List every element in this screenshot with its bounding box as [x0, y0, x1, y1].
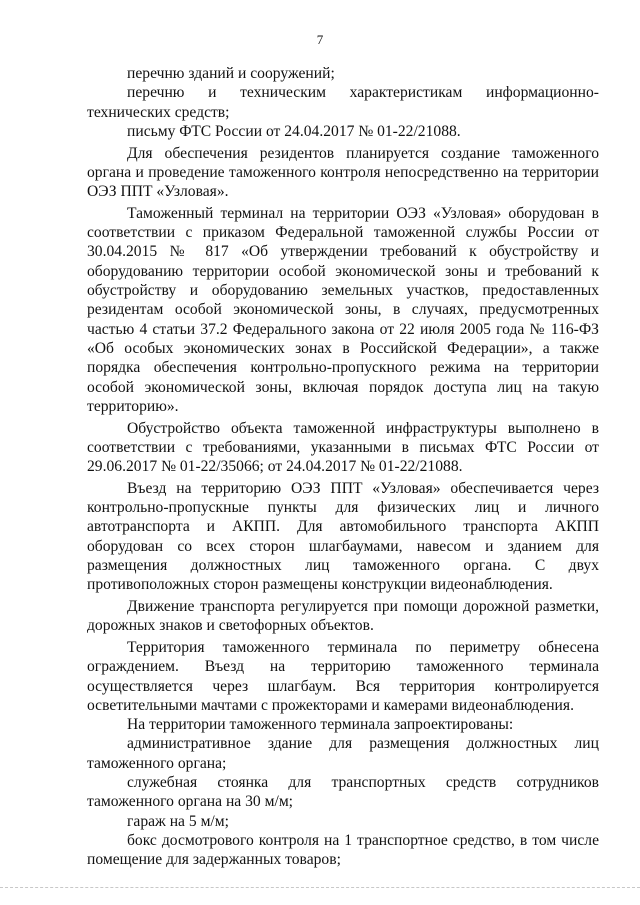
paragraph-perimeter: Территория таможенного терминала по периметру обнесена ограждением. Въезд на территорию таможенного терминала осуществляется через шлагбаум. Вся территория контролируется осветительными мачтами с прожекторами и камерами видеонаблюдения. — [87, 638, 599, 714]
paragraph-infrastructure: Обустройство объекта таможенной инфраструктуры выполнено в соответствии с требованиями, указанными в письмах ФТС России от 29.06.2017 № 01-22/35066; от 24.04.2017 № 01-22/21088. — [87, 419, 599, 476]
list-item-parking: служебная стоянка для транспортных средств сотрудников таможенного органа на 30 м/м; — [87, 774, 599, 811]
list-item-garage: гараж на 5 м/м; — [127, 812, 229, 830]
list-item-fts-letter: письму ФТС России от 24.04.2017 № 01-22/21088. — [127, 122, 461, 140]
paragraph-traffic: Движение транспорта регулируется при помощи дорожной разметки, дорожных знаков и светофорных объектов. — [87, 597, 599, 635]
paragraph-designed-intro: На территории таможенного терминала запроектированы: — [127, 716, 514, 734]
paragraph-terminal-equipment: Таможенный терминал на территории ОЭЗ «Узловая» оборудован в соответствии с приказом Федеральной таможенной службы России от 30.04.2015 № 817 «Об утверждении требований к обустройству и оборудованию территории особой экономической зоны и требований к обустройству и оборудованию земельных участков, предоставленных резидентам особой экономической зоны, в случаях, предусмотренных частью 4 статьи 37.2 Федерального закона от 22 июля 2005 года № 116-ФЗ «Об особых экономических зонах в Российской Федерации», а также порядка обеспечения контрольно-пропускного режима на территории особой экономической зоны, включая порядок доступа лиц на такую территорию». — [87, 204, 599, 415]
list-item-inspection-box: бокс досмотрового контроля на 1 транспортное средство, в том числе помещение для задержанных товаров; — [87, 831, 599, 869]
list-item-buildings: перечню зданий и сооружений; — [127, 65, 335, 82]
paragraph-entry: Въезд на территорию ОЭЗ ППТ «Узловая» обеспечивается через контрольно-пропускные пункты для физических лиц и личного автотранспорта и АКПП. Для автомобильного транспорта АКПП оборудован со всех сторон шлагбаумами, навесом и зданием для размещения должностных лиц таможенного органа. С двух противоположных сторон размещены конструкции видеонаблюдения. — [87, 479, 599, 594]
list-item-tech-characteristics: перечню и техническим характеристикам информационно-технических средств; — [87, 84, 599, 121]
page-number: 7 — [316, 32, 324, 47]
paragraph-customs-body: Для обеспечения резидентов планируется создание таможенного органа и проведение таможенного контроля непосредственно на территории ОЭЗ ППТ «Узловая». — [87, 144, 599, 201]
list-item-admin-building: административное здание для размещения должностных лиц таможенного органа; — [87, 735, 599, 772]
footer-scan-line — [0, 887, 640, 889]
document-body — [87, 64, 599, 870]
